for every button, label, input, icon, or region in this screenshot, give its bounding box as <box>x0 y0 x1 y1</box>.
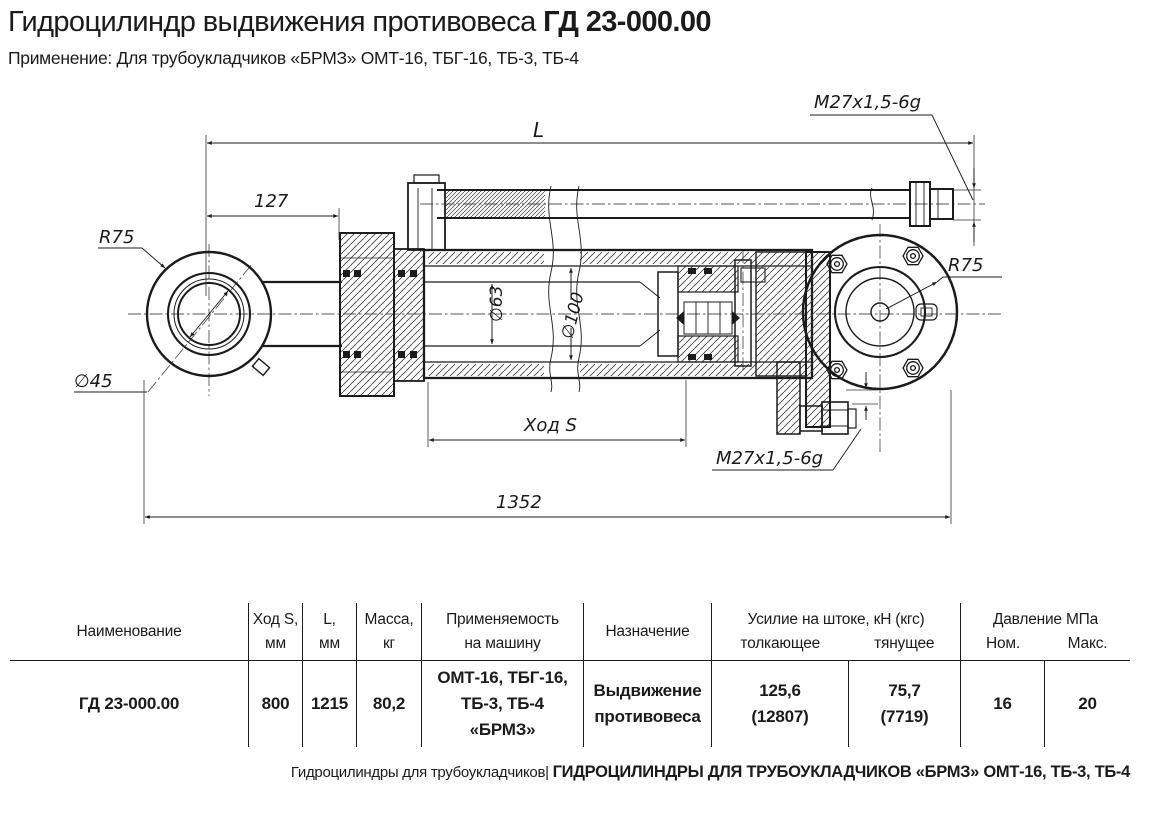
cell-purpose: Выдвижение противовеса <box>584 661 712 747</box>
col-header-mass: Масса, кг <box>357 603 422 660</box>
dim-label-127: 127 <box>254 191 289 212</box>
page-title-regular: Гидроцилиндр выдвижения противовеса <box>8 6 544 38</box>
dim-label-r75-right: R75 <box>948 255 984 276</box>
dim-label-stroke: Ход S <box>524 415 577 436</box>
col-header-pressure-max: Макс. <box>1067 634 1108 652</box>
cell-mass: 80,2 <box>357 661 422 747</box>
dimension-lines <box>74 115 1002 517</box>
cell-force-pull: 75,7 (7719) <box>849 661 961 747</box>
piston-assembly <box>658 252 806 376</box>
dim-label-m27-bottom: M27x1,5-6g <box>716 448 824 469</box>
dim-label-m27-top: M27x1,5-6g <box>814 92 922 113</box>
dim-label-L: L <box>533 118 545 142</box>
footer-line <box>291 763 1130 782</box>
gland-assembly <box>340 233 424 396</box>
dim-label-1352: 1352 <box>496 492 542 513</box>
drain-tube <box>408 175 953 250</box>
spec-table-header <box>10 603 1130 661</box>
cell-pressure-nom: 16 <box>961 661 1045 747</box>
application-line: Применение: Для трубоукладчиков «БРМЗ» ОМТ-16, ТБГ-16, ТБ-3, ТБ-4 <box>8 48 579 68</box>
cell-force-push: 125,6 (12807) <box>712 661 849 747</box>
col-header-force-pull: тянущее <box>874 634 935 652</box>
footer-right: ГИДРОЦИЛИНДРЫ ДЛЯ ТРУБОУКЛАДЧИКОВ «БРМЗ» ОМТ-16, ТБ-3, ТБ-4 <box>552 763 1130 781</box>
dim-label-d45: ∅45 <box>74 371 113 392</box>
col-header-pressure-group: Давление МПа Ном. Макс. <box>961 603 1130 660</box>
page-title-model: ГД 23-000.00 <box>543 6 711 38</box>
spec-table <box>10 603 1130 747</box>
break-lines <box>549 186 582 392</box>
table-row <box>10 661 1130 747</box>
col-header-force-group: Усилие на штоке, кН (кгс) толкающее тянущее <box>712 603 961 660</box>
dim-label-d100: ∅100 <box>557 290 589 341</box>
cell-applicability: ОМТ-16, ТБГ-16, ТБ-3, ТБ-4 «БРМЗ» <box>422 661 584 747</box>
footer-left: Гидроцилиндры для трубоукладчиков| <box>290 764 549 781</box>
col-header-length: L, мм <box>303 603 357 660</box>
col-header-force-push: толкающее <box>740 634 821 652</box>
dim-label-d63: ∅63 <box>487 285 507 322</box>
cell-stroke: 800 <box>249 661 303 747</box>
col-header-pressure-nom: Ном. <box>986 634 1020 652</box>
cell-length: 1215 <box>303 661 357 747</box>
col-header-applicability: Применяемость на машину <box>422 603 584 660</box>
col-header-stroke: Ход S, мм <box>249 603 303 660</box>
col-header-name: Наименование <box>10 603 249 660</box>
cell-name: ГД 23-000.00 <box>10 661 249 747</box>
col-header-purpose: Назначение <box>584 603 712 660</box>
dim-label-r75-left: R75 <box>99 227 135 248</box>
cell-pressure-max: 20 <box>1078 694 1097 713</box>
